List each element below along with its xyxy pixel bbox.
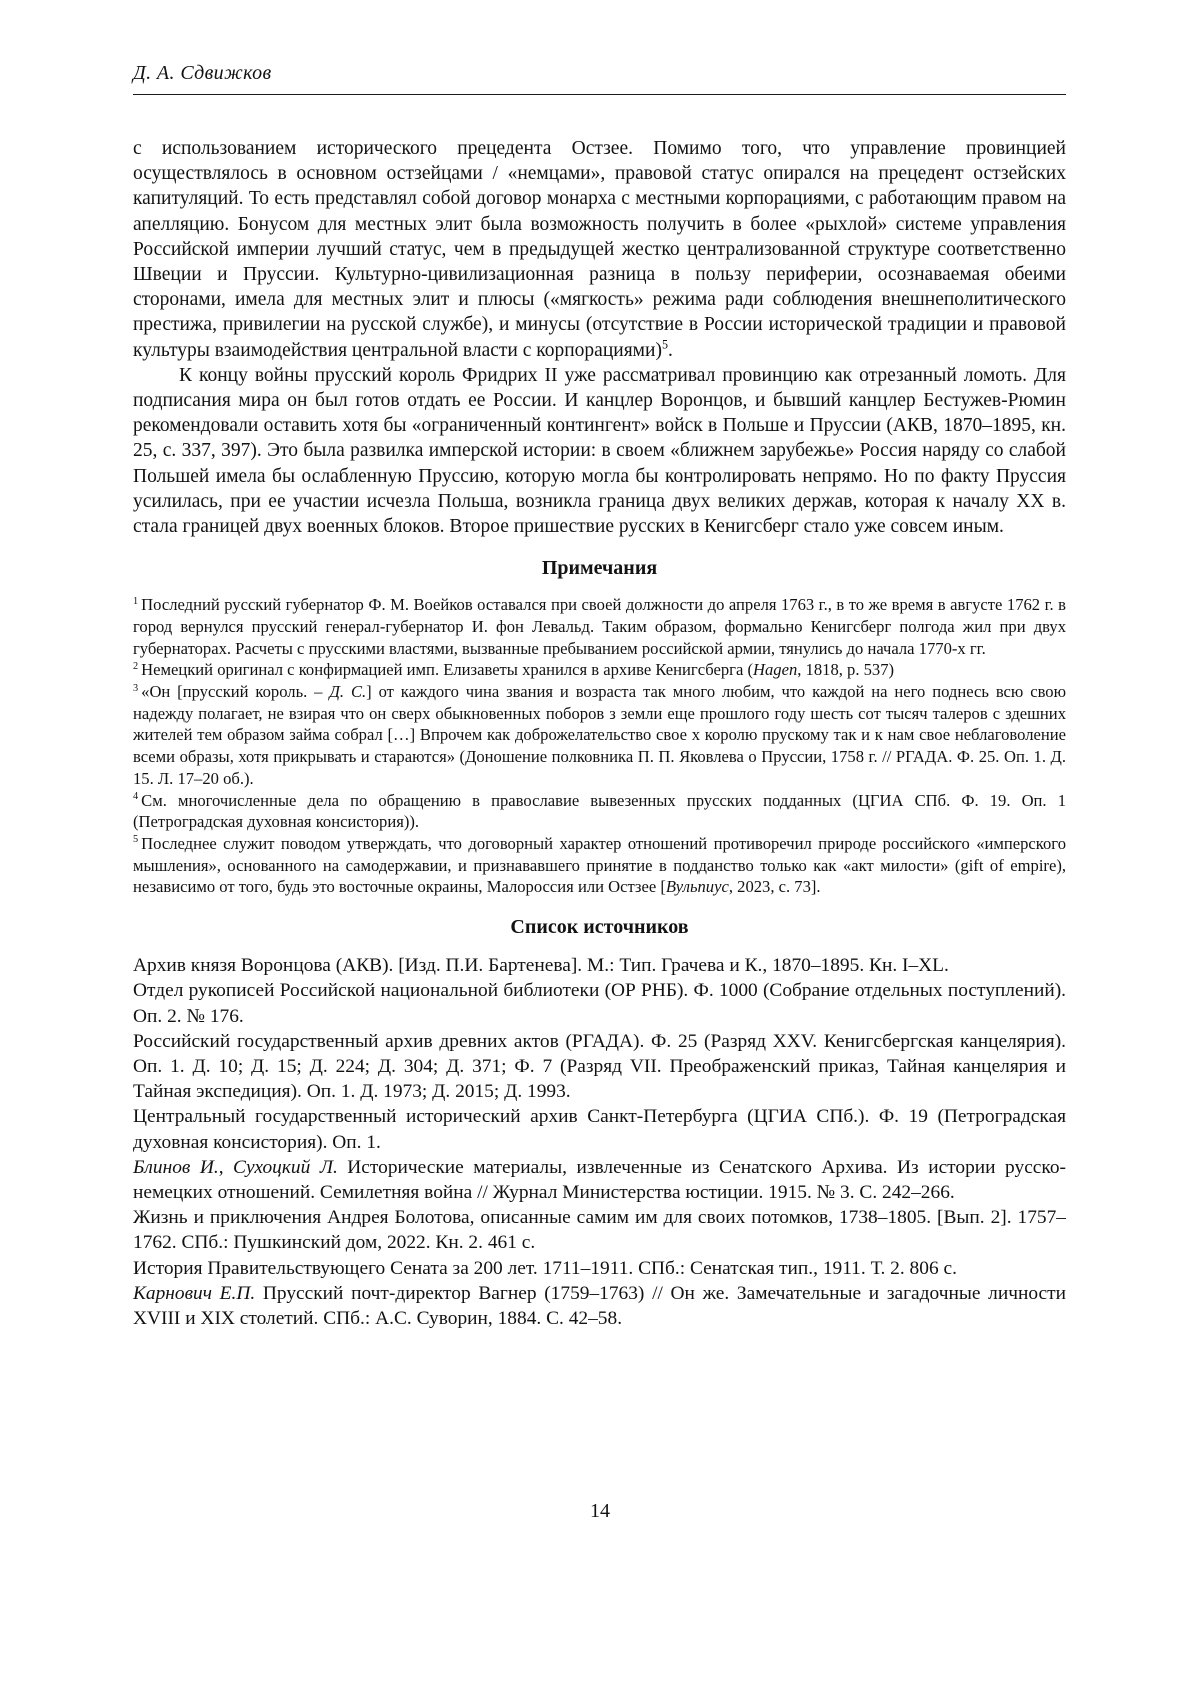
page-content <box>133 136 1066 1331</box>
text-segment: История Правительствующего Сената за 200 лет. 1711–1911. СПб.: Сенатская тип., 1911. Т. 2. 806 с. <box>133 1257 957 1279</box>
footnote <box>133 594 1066 659</box>
source-entry <box>133 978 1066 1028</box>
footnote-marker: 1 <box>133 595 139 607</box>
footnote <box>133 790 1066 833</box>
paragraph <box>133 136 1066 363</box>
footnote <box>133 659 1066 681</box>
text-segment: Блинов И. <box>133 1156 219 1178</box>
text-segment: с использованием исторического прецедента Остзее. Помимо того, что управление провинцией осуществлялось в основном остзейцами / «немцами», правовой статус опирался на прецедент остзейских капитуляций. То есть представлял собой договор монарха с местными корпорациями, с работающим правом на апелляцию. Бонусом для местных элит была возможность получить в более «рыхлой» системе управления Российской империи лучший статус, чем в предыдущей жестко централизованной структуре соответственно Швеции и Пруссии. Культурно-цивилизационная разница в пользу периферии, осознаваемая обеими сторонами, имела для местных элит и плюсы («мягкость» режима ради соблюдения внешнеполитического престижа, привилегии на русской службе), и минусы (отсутствие в России исторической традиции и правовой культуры взаимодействия центральной власти с корпорациями) <box>133 138 1066 361</box>
footnote <box>133 681 1066 790</box>
footnote-marker: 2 <box>133 660 139 672</box>
notes-heading: Примечания <box>541 557 658 580</box>
source-entry <box>133 1029 1066 1105</box>
footnote-marker: 5 <box>133 834 139 846</box>
text-segment: См. многочисленные дела по обращению в православие вывезенных прусских подданных (ЦГИА СПб. Ф. 19. Оп. 1 (Петроградская духовная консистория)). <box>133 790 1066 832</box>
text-segment: Вульпиус <box>665 877 729 897</box>
paragraph <box>133 363 1066 539</box>
text-segment: . <box>667 339 673 361</box>
footnote-marker: 4 <box>133 791 139 803</box>
text-segment: Последнее служит поводом утверждать, что договорный характер отношений противоречил природе российского «имперского мышления», основанного на самодержавии, и признававшего принятие в подданство только как «акт милости» (gift of empire), независимо от того, будь это восточные окраины, Малороссия или Остзее [ <box>133 833 1066 897</box>
text-segment: Hagen <box>753 660 798 680</box>
text-segment: Последний русский губернатор Ф. М. Воейков оставался при своей должности до апреля 1763 г., в то же время в августе 1762 г. в город вернулся прусский генерал-губернатор И. фон Левальд. Таким образом, формально Кенигсберг полгода жил при двух губернаторах. Расчеты с прусскими властями, вызванные пребыванием российской армии, тянулись до начала 1770-х гг. <box>133 595 1066 658</box>
text-segment: Немецкий оригинал с конфирмацией имп. Елизаветы хранился в архиве Кенигсберга ( <box>141 660 753 680</box>
text-segment: К концу войны прусский король Фридрих II уже рассматривал провинцию как отрезанный ломоть. Для подписания мира он был готов отдать ее России. И канцлер Воронцов, и бывший канцлер Бестужев-Рюмин рекомендовали оставить хотя бы «ограниченный контингент» войск в Польше и Пруссии (АКВ, 1870–1895, кн. 25, с. 337, 397). Это была развилка имперской истории: в своем «ближнем зарубежье» Россия наряду со слабой Польшей имела бы ослабленную Пруссию, которую могла бы контролировать непрямо. Но по факту Пруссия усилилась, при ее участии исчезла Польша, возникла граница двух великих держав, которая к началу XX в. стала границей двух военных блоков. Второе пришествие русских в Кенигсберг стало уже совсем иным. <box>133 364 1066 538</box>
text-segment: ] от каждого чина звания и возраста так много любим, что каждой на него поднесь всю свою надежду полагает, не взирая что он сверх обыкновенных поборов з земли еще прошлого году шесть сот тысяч талеров с здешних жителей тем образом займа собрал […] Впрочем как доброжелательство свое х королю прускому так и к нам свое неблаговоление всеми образы, хотя прикрывать и стараются» (Доношение полковника П. П. Яковлева о Пруссии, 1758 г. // РГАДА. Ф. 25. Оп. 1. Д. 15. Л. 17–20 об.). <box>133 682 1066 788</box>
page-number: 14 <box>590 1500 610 1522</box>
body-text <box>133 136 1066 539</box>
footnote-marker: 3 <box>133 682 139 694</box>
source-entry <box>133 1155 1066 1205</box>
text-segment: Архив князя Воронцова (АКВ). [Изд. П.И. Бартенева]. М.: Тип. Грачева и К., 1870–1895. Кн. I–XL. <box>133 955 949 977</box>
footnote <box>133 833 1066 898</box>
text-segment: , 2023, с. 73]. <box>728 877 821 897</box>
text-segment: Отдел рукописей Российской национальной библиотеки (ОР РНБ). Ф. 1000 (Собрание отдельных поступлений). Оп. 2. № 176. <box>133 980 1066 1027</box>
text-segment: Карнович Е.П. <box>133 1282 256 1304</box>
text-segment: Исторические материалы, извлеченные из Сенатского Архива. Из истории русско-немецких отношений. Семилетняя война // Журнал Министерства юстиции. 1915. № 3. С. 242–266. <box>133 1156 1066 1203</box>
text-segment: Д. С. <box>329 682 367 702</box>
text-segment: Российский государственный архив древних актов (РГАДА). Ф. 25 (Разряд XXV. Кенигсбергская канцелярия). Оп. 1. Д. 10; Д. 15; Д. 224; Д. 304; Д. 371; Ф. 7 (Разряд VII. Преображенский приказ, Тайная канцелярия и Тайная экспедиция). Оп. 1. Д. 1973; Д. 2015; Д. 1993. <box>133 1030 1066 1103</box>
footnote-ref: 5 <box>661 337 668 352</box>
source-entry <box>133 953 1066 978</box>
text-segment: Сухоцкий Л. <box>233 1156 338 1178</box>
source-entry <box>133 1281 1066 1331</box>
running-head-author: Д. А. Сдвижков <box>133 62 272 84</box>
text-segment: Прусский почт-директор Вагнер (1759–1763) // Он же. Замечательные и загадочные личности XVIII и XIX столетий. СПб.: А.С. Суворин, 1884. С. 42–58. <box>133 1282 1066 1329</box>
source-entry <box>133 1256 1066 1281</box>
text-segment: , <box>218 1156 234 1178</box>
text-segment: Жизнь и приключения Андрея Болотова, описанные самим им для своих потомков, 1738–1805. [Вып. 2]. 1757–1762. СПб.: Пушкинский дом, 2022. Кн. 2. 461 с. <box>133 1207 1066 1254</box>
text-segment: , 1818, p. 537) <box>797 660 895 680</box>
sources-heading: Список источников <box>510 916 689 939</box>
running-head <box>133 62 1066 95</box>
notes-list <box>133 594 1066 898</box>
source-entry <box>133 1205 1066 1255</box>
text-segment: «Он [прусский король. – <box>141 682 330 702</box>
text-segment: Центральный государственный исторический архив Санкт-Петербурга (ЦГИА СПб.). Ф. 19 (Петроградская духовная консистория). Оп. 1. <box>133 1106 1066 1153</box>
sources-list <box>133 953 1066 1331</box>
source-entry <box>133 1104 1066 1154</box>
